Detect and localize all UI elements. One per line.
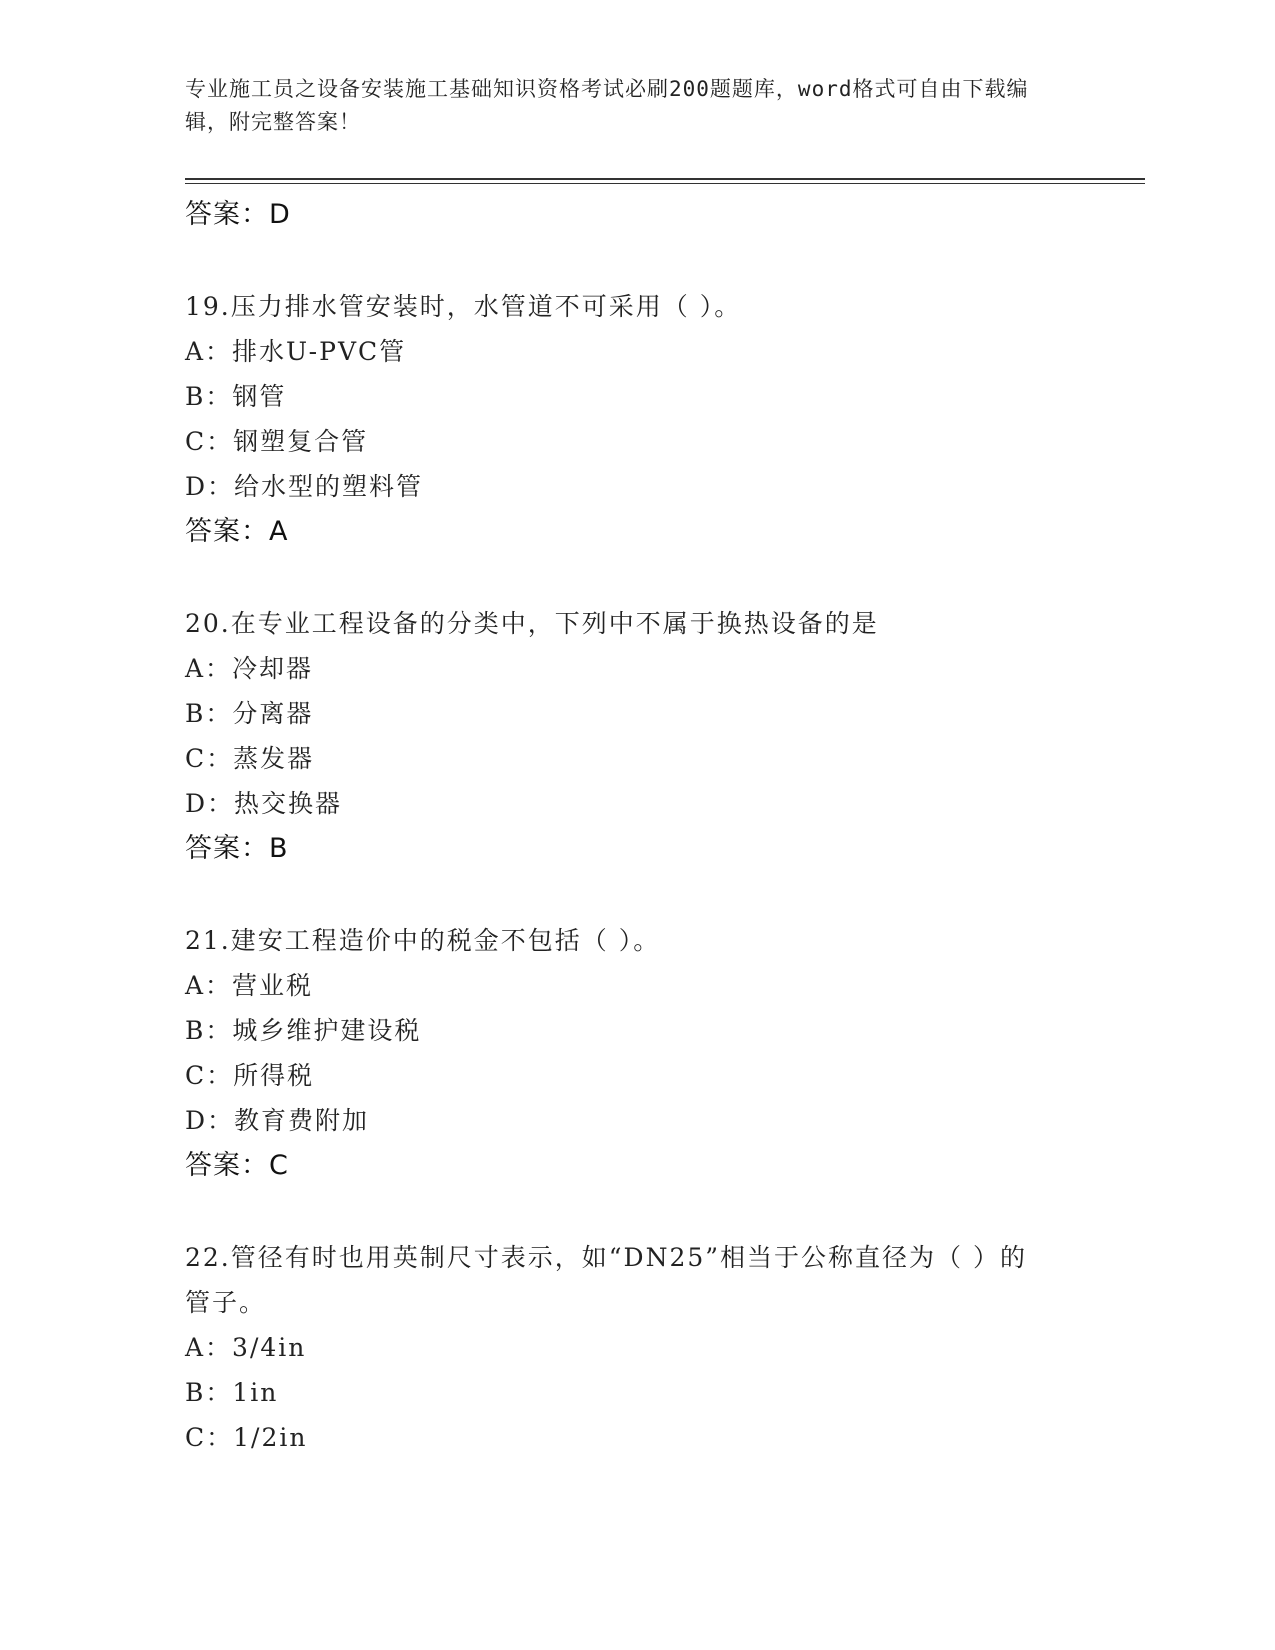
option-a: A：排水U-PVC管 <box>185 337 407 366</box>
option-c: C：所得税 <box>185 1061 315 1090</box>
answer-line: 答案：C <box>185 1150 289 1181</box>
option-d: D：教育费附加 <box>185 1106 370 1135</box>
header-rule-thick <box>185 178 1145 180</box>
option-b: B：城乡维护建设税 <box>185 1016 422 1045</box>
answer-line: 答案：D <box>185 199 291 230</box>
option-a: A：3/4in <box>185 1333 307 1362</box>
question-stem: 19.压力排水管安装时，水管道不可采用（ ）。 <box>185 292 742 321</box>
option-c: C：钢塑复合管 <box>185 427 369 456</box>
question-stem: 22.管径有时也用英制尺寸表示，如“DN25”相当于公称直径为（ ）的管子。 <box>185 1243 1027 1317</box>
page-header: 专业施工员之设备安装施工基础知识资格考试必刷200题题库，word格式可自由下载编辑，附完整答案！ <box>185 77 1029 134</box>
option-d: D：给水型的塑料管 <box>185 472 424 501</box>
answer-line: 答案：A <box>185 516 289 547</box>
question-block <box>185 284 1085 554</box>
question-stem: 21.建安工程造价中的税金不包括（ ）。 <box>185 926 661 955</box>
question-block <box>185 918 1085 1188</box>
answer-line: 答案：B <box>185 833 289 864</box>
question-block <box>185 601 1085 871</box>
option-b: B：分离器 <box>185 699 314 728</box>
question-stem: 20.在专业工程设备的分类中，下列中不属于换热设备的是 <box>185 609 879 638</box>
option-b: B：钢管 <box>185 382 287 411</box>
option-b: B：1in <box>185 1378 279 1407</box>
option-c: C：1/2in <box>185 1423 308 1452</box>
header-rule-thin <box>185 183 1145 184</box>
option-a: A：营业税 <box>185 971 314 1000</box>
option-d: D：热交换器 <box>185 789 343 818</box>
option-a: A：冷却器 <box>185 654 314 683</box>
question-list <box>185 192 1085 1460</box>
question-block <box>185 1235 1085 1460</box>
option-c: C：蒸发器 <box>185 744 315 773</box>
